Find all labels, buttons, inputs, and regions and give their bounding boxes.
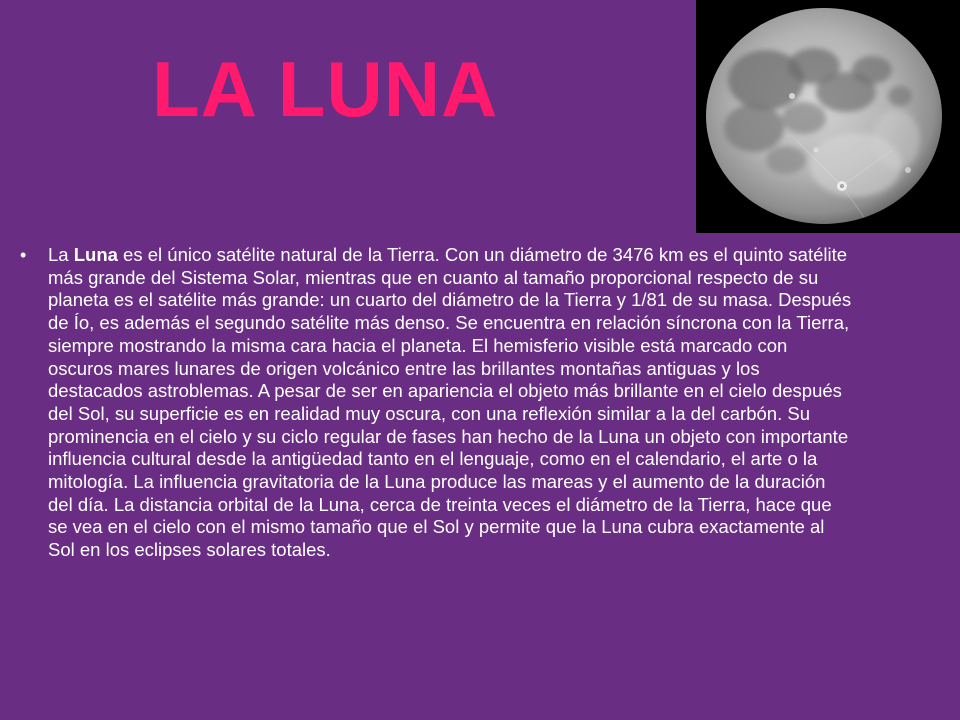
- moon-image: [696, 0, 960, 233]
- moon-photo-icon: [696, 0, 960, 233]
- bullet-marker: •: [20, 245, 27, 265]
- paragraph-lead: La: [48, 244, 74, 265]
- slide-title: LA LUNA: [152, 45, 499, 133]
- bold-term: Luna: [73, 244, 118, 265]
- paragraph-text: es el único satélite natural de la Tierra. Con un diámetro de 3476 km es el quinto satélite más grande del Sistema Solar, mientras que en cuanto al tamaño proporcional respecto de su planeta es el satélite más grande: un cuarto del diámetro de la Tierra y 1/81 de su masa. Después de Ío, es además el segundo satélite más denso. Se encuentra en relación síncrona con la Tierra, siempre mostrando la misma cara hacia el planeta. El hemisferio visible está marcado con oscuros mares lunares de origen volcánico entre las brillantes montañas antiguas y los destacados astroblemas. A pesar de ser en apariencia el objeto más brillante en el cielo después del Sol, su superficie es en realidad muy oscura, con una reflexión similar a la del carbón. Su prominencia en el cielo y su ciclo regular de fases han hecho de la Luna un objeto con importante influencia cultural desde la antigüedad tanto en el lenguaje, como en el calendario, el arte o la mitología. La influencia gravitatoria de la Luna produce las mareas y el aumento de la duración del día. La distancia orbital de la Luna, cerca de treinta veces el diámetro de la Tierra, hace que se vea en el cielo con el mismo tamaño que el Sol y permite que la Luna cubra exactamente al Sol en los eclipses solares totales.: [48, 244, 852, 561]
- body-text-list: [20, 244, 855, 562]
- body-paragraph: [20, 244, 855, 562]
